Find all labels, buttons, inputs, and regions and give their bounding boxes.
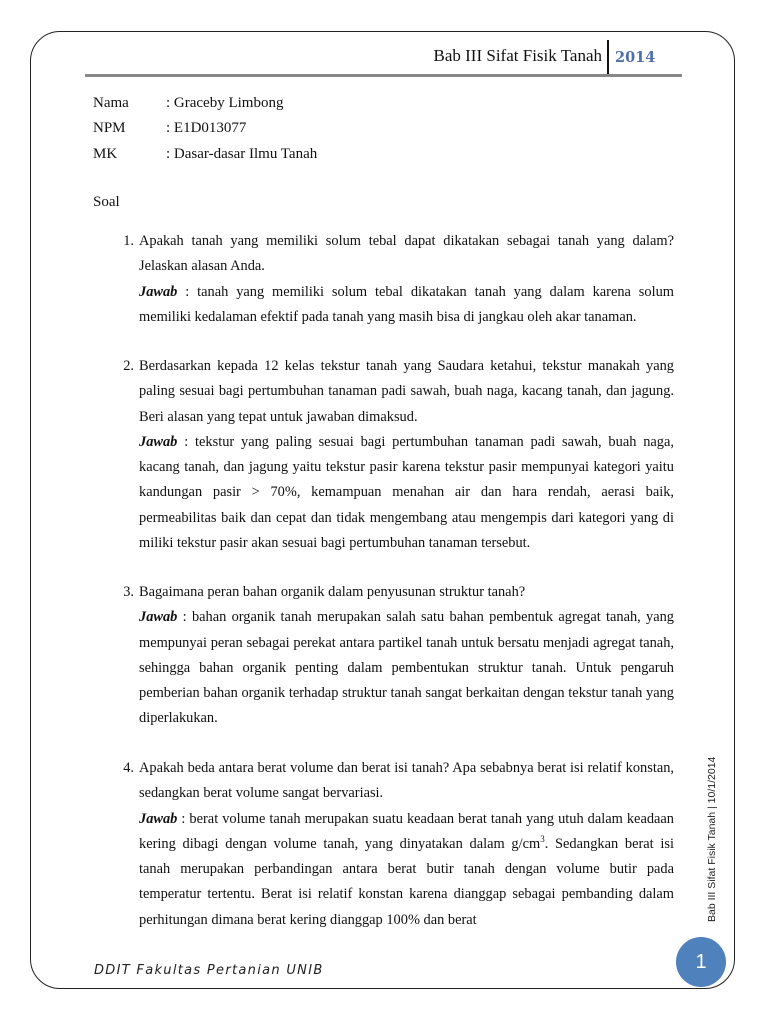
header-title: Bab III Sifat Fisik Tanah: [433, 46, 602, 65]
question-number: 1.: [123, 233, 134, 249]
jawab-label: Jawab: [139, 283, 178, 300]
answer-continuation: . Sedangkan berat isi tanah merupakan perbandingan antara berat butir tanah dengan volume butir pada temperatur tertentu. Berat isi relatif konstan karena dianggap sebagai pembanding dalam perhitungan dimana berat kering dianggap 100% dan berat: [139, 835, 675, 928]
identity-value: : Dasar-dasar Ilmu Tanah: [166, 146, 318, 162]
identity-label: Nama: [93, 95, 129, 111]
question-item: [112, 229, 674, 330]
header-year: 2014: [615, 49, 656, 66]
jawab-label: Jawab: [139, 433, 178, 450]
side-running-header: Bab III Sifat Fisik Tanah | 10/1/2014: [706, 756, 718, 922]
header-rule: [85, 74, 682, 77]
question-number: 2.: [123, 358, 134, 374]
answer-text: [139, 605, 674, 731]
answer-text: [139, 280, 674, 331]
answer-body: : tekstur yang paling sesuai bagi pertumbuhan tanaman padi sawah, buah naga, kacang tanah, dan jagung yaitu tekstur pasir karena tekstur pasir mempunyai kategori yaitu kandungan pasir > 70%, kemampuan menahan air dan hara rendah, aerasi baik, permeabilitas baik dan cepat dan tidak mengembang atau mengempis dari kategori yang di miliki tekstur pasir akan sesuai bagi pertumbuhan tanaman tersebut.: [139, 433, 674, 552]
question-item: [112, 756, 674, 933]
answer-body: : tanah yang memiliki solum tebal dikatakan tanah yang dalam karena solum memiliki kedalaman efektif pada tanah yang masih bisa di jangkau oleh akar tanaman.: [139, 283, 674, 325]
identity-label: MK: [93, 146, 118, 162]
question-text: Berdasarkan kepada 12 kelas tekstur tanah yang Saudara ketahui, tekstur manakah yang paling sesuai bagi pertumbuhan tanaman padi sawah, buah naga, kacang tanah, dan jagung. Beri alasan yang tepat untuk jawaban dimaksud.: [139, 358, 674, 425]
superscript-3: 3: [540, 834, 545, 845]
question-number: 4.: [123, 760, 134, 776]
section-label: Soal: [93, 194, 120, 210]
page-number-badge: 1: [676, 937, 726, 987]
identity-value: : Graceby Limbong: [166, 95, 284, 111]
footer-text: DDIT Fakultas Pertanian UNIB: [94, 963, 324, 978]
answer-body: : berat volume tanah merupakan suatu keadaan berat tanah yang utuh dalam keadaan kering dibagi dengan volume tanah, yang dinyatakan dalam g/cm: [139, 810, 674, 852]
answer-text: [139, 430, 674, 556]
answer-text: [139, 807, 674, 933]
identity-value: : E1D013077: [166, 120, 247, 136]
jawab-label: Jawab: [139, 609, 178, 626]
question-item: [112, 354, 674, 556]
header-divider: [607, 40, 609, 76]
answer-body: : bahan organik tanah merupakan salah satu bahan pembentuk agregat tanah, yang mempunyai peran sebagai perekat antara partikel tanah untuk bersatu menjadi agregat tanah, sehingga bahan organik penting dalam pembentukan struktur tanah. Untuk pengaruh pemberian bahan organik terhadap struktur tanah sangat berkaitan dengan tekstur tanah yang diperlakukan.: [139, 609, 674, 727]
question-text: Apakah tanah yang memiliki solum tebal dapat dikatakan sebagai tanah yang dalam? Jelaskan alasan Anda.: [139, 233, 674, 275]
identity-label: NPM: [93, 120, 126, 136]
question-text: Bagaimana peran bahan organik dalam penyusunan struktur tanah?: [139, 584, 526, 600]
question-text: Apakah beda antara berat volume dan berat isi tanah? Apa sebabnya berat isi relatif konstan, sedangkan berat volume sangat bervariasi.: [139, 760, 674, 802]
question-number: 3.: [123, 584, 134, 600]
jawab-label: Jawab: [139, 810, 178, 827]
question-item: [112, 580, 674, 732]
